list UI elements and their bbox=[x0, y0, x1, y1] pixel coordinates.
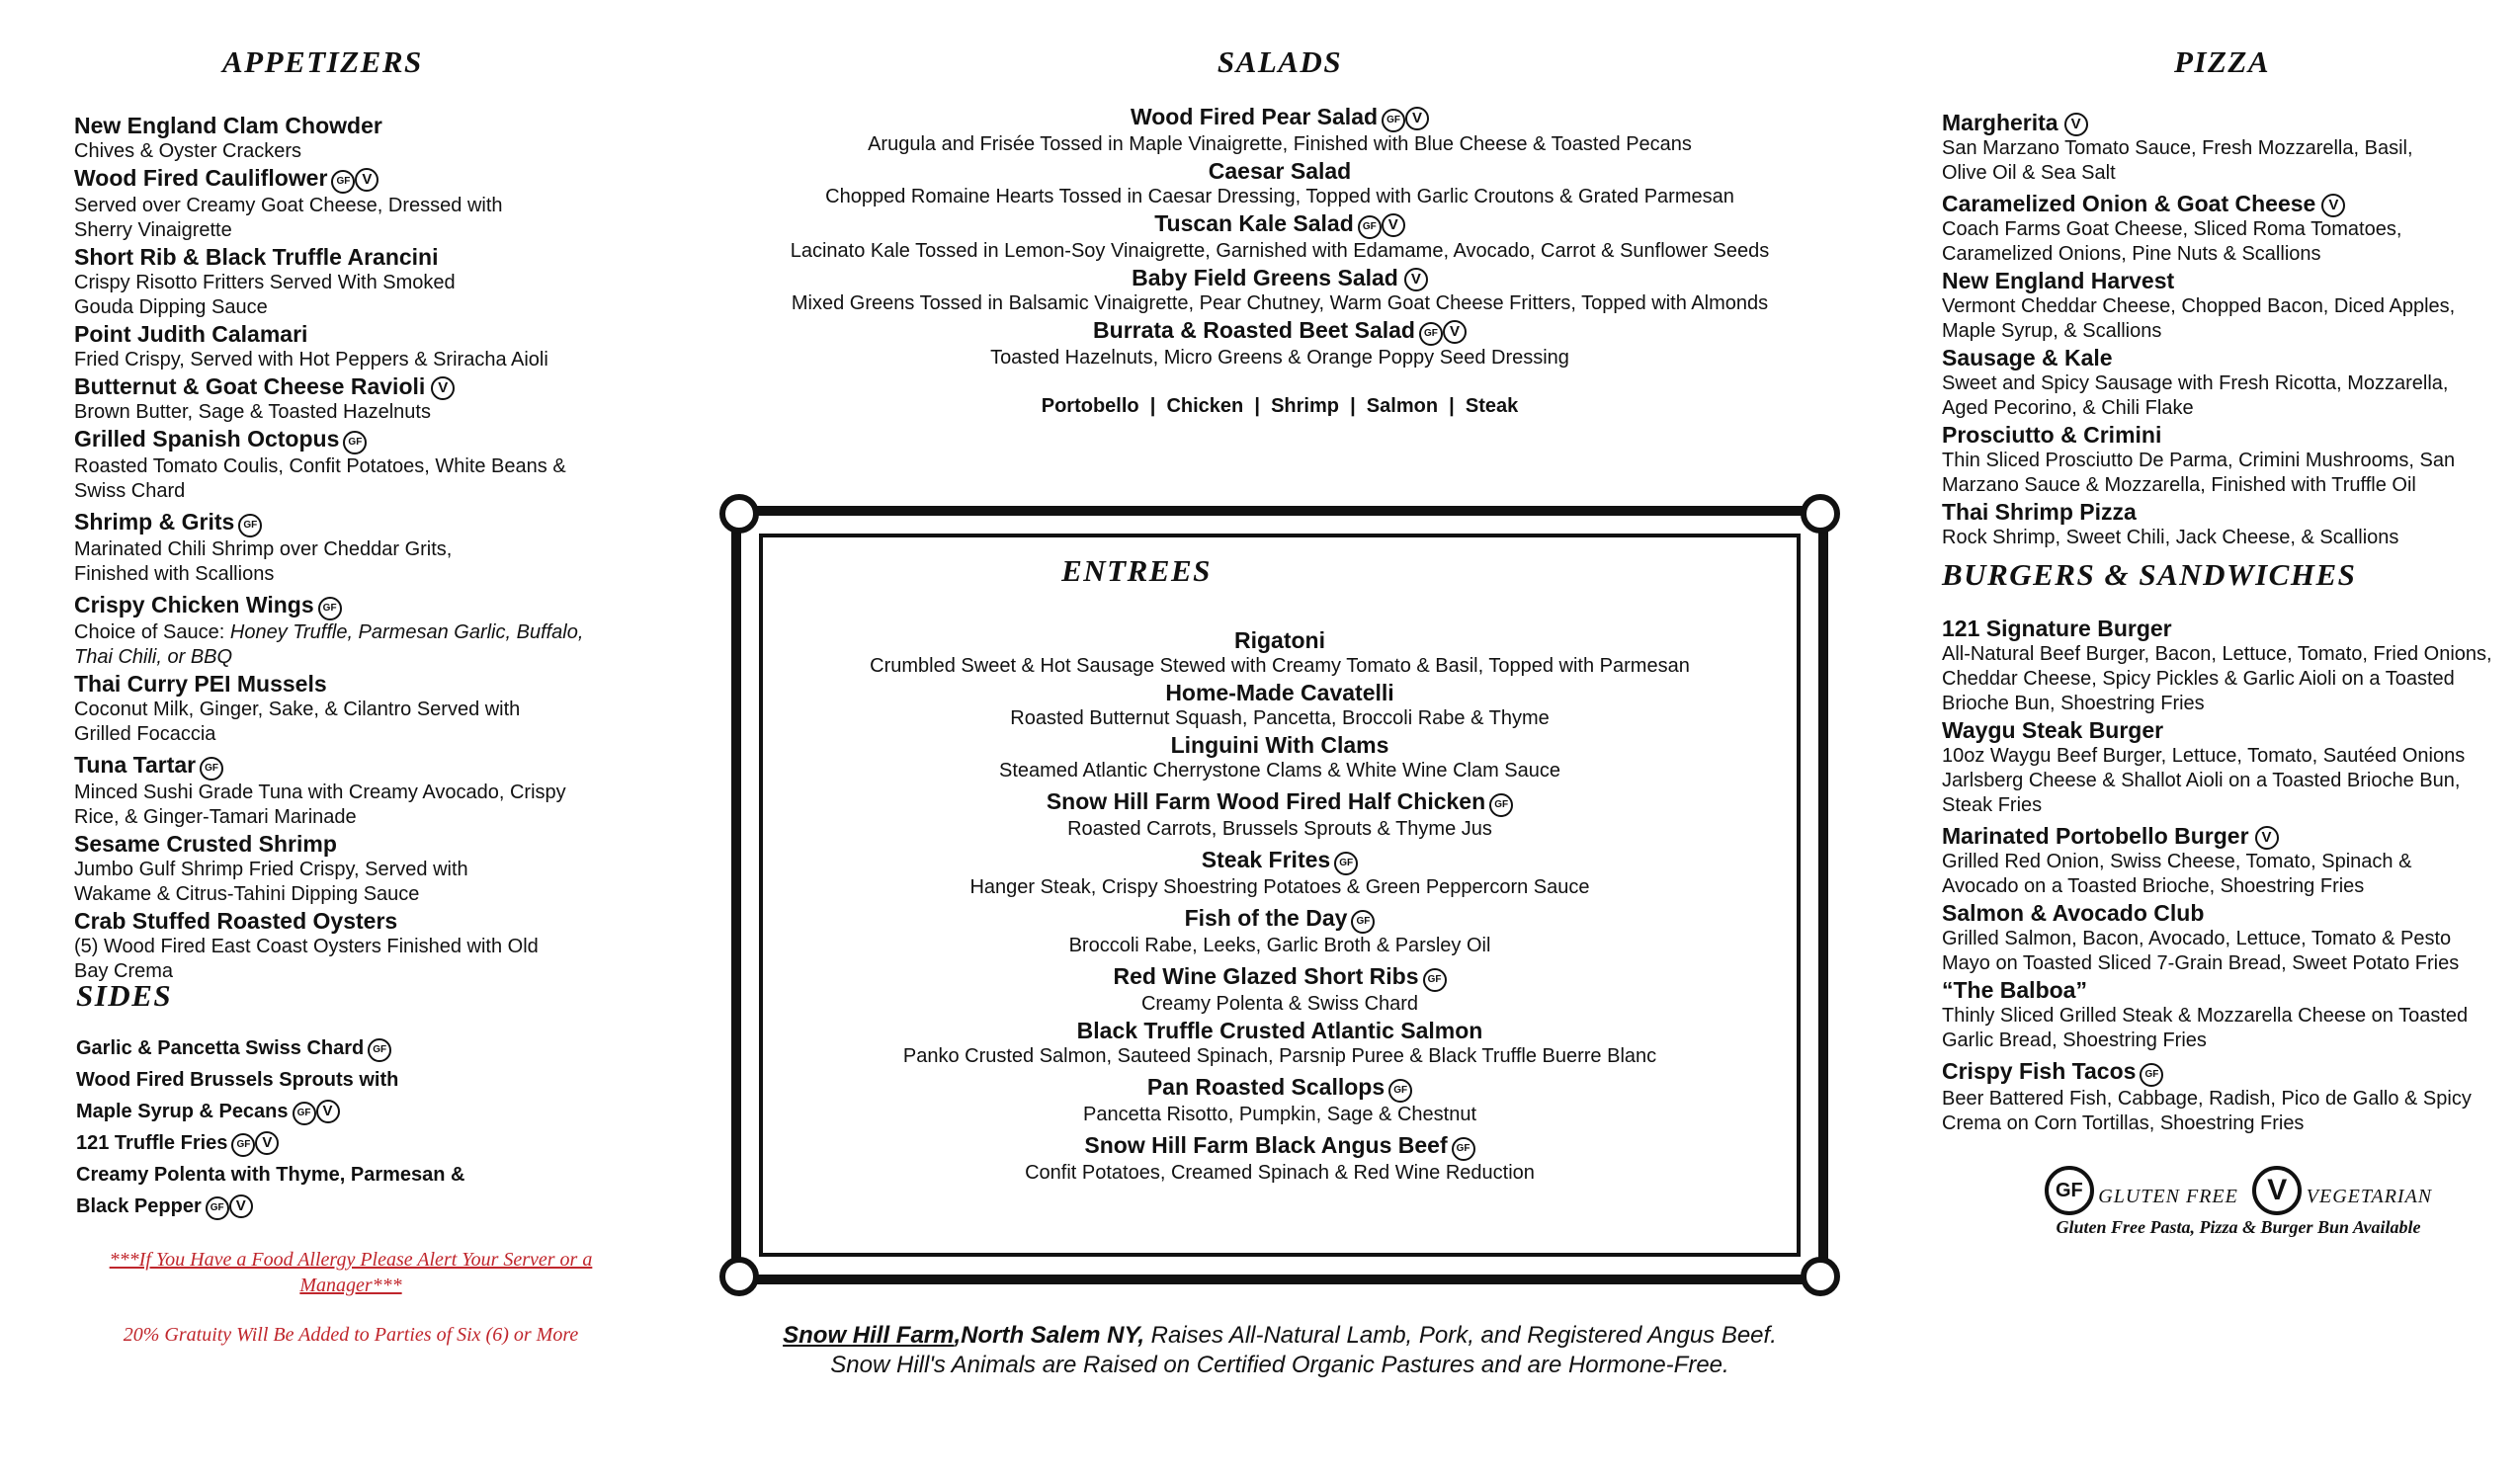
list-item bbox=[751, 626, 1808, 679]
item-desc: Grilled Red Onion, Swiss Cheese, Tomato, Spinach & Avocado on a Toasted Brioche, Shoestring Fries bbox=[1942, 851, 2412, 897]
item-desc: Crumbled Sweet & Hot Sausage Stewed with Creamy Tomato & Basil, Topped with Parmesan bbox=[870, 655, 1690, 677]
vegetarian-icon: V bbox=[1404, 268, 1428, 291]
item-desc: Coach Farms Goat Cheese, Sliced Roma Tomatoes, Caramelized Onions, Pine Nuts & Scallions bbox=[1942, 218, 2402, 265]
pizza-heading: PIZZA bbox=[2174, 44, 2271, 79]
sides-heading: SIDES bbox=[76, 978, 173, 1013]
salad-addons: Portobello | Chicken | Shrimp | Salmon | Steak bbox=[1041, 395, 1519, 417]
entrees-heading: ENTREES bbox=[1061, 553, 1212, 588]
vegetarian-icon: V bbox=[2321, 194, 2345, 217]
item-desc: (5) Wood Fired East Coast Oysters Finished with Old Bay Crema bbox=[74, 936, 539, 982]
item-name: Snow Hill Farm Wood Fired Half Chicken bbox=[1046, 788, 1486, 814]
gluten-free-icon: GF bbox=[1452, 1137, 1475, 1161]
farm-name: Snow Hill Farm bbox=[783, 1322, 955, 1349]
item-name: Tuscan Kale Salad bbox=[1154, 210, 1354, 236]
item-name: New England Harvest bbox=[1942, 268, 2175, 293]
item-desc: Panko Crusted Salmon, Sauteed Spinach, Parsnip Puree & Black Truffle Buerre Blanc bbox=[902, 1045, 1657, 1067]
gluten-free-icon: GF bbox=[231, 1133, 255, 1157]
item-name: Grilled Spanish Octopus bbox=[74, 426, 340, 452]
list-item bbox=[74, 751, 628, 830]
item-name: Sausage & Kale bbox=[1942, 345, 2113, 370]
list-item bbox=[74, 372, 628, 425]
gluten-free-icon: GF bbox=[238, 514, 262, 537]
list-item bbox=[751, 787, 1808, 842]
gluten-free-icon: GF bbox=[1351, 910, 1375, 934]
item-name: Tuna Tartar bbox=[74, 752, 197, 778]
item-desc: Thin Sliced Prosciutto De Parma, Crimini Mushrooms, San Marzano Sauce & Mozzarella, Finished with Truffle Oil bbox=[1942, 450, 2456, 496]
gluten-free-icon: GF bbox=[1388, 1079, 1412, 1103]
list-item bbox=[74, 508, 628, 587]
list-item bbox=[712, 264, 1848, 316]
item-name: Short Rib & Black Truffle Arancini bbox=[74, 244, 439, 270]
item-name: Baby Field Greens Salad bbox=[1132, 265, 1398, 290]
list-item bbox=[1942, 899, 2505, 976]
pizza-list bbox=[1942, 109, 2495, 550]
item-name: Margherita bbox=[1942, 110, 2058, 135]
list-item bbox=[74, 164, 628, 243]
list-item bbox=[1942, 421, 2495, 498]
list-item bbox=[1942, 716, 2505, 818]
list-item bbox=[751, 679, 1808, 731]
list-item bbox=[1942, 267, 2495, 344]
item-desc: Steamed Atlantic Cherrystone Clams & White Wine Clam Sauce bbox=[999, 760, 1560, 782]
item-name: Wood Fired Pear Salad bbox=[1130, 104, 1379, 129]
burgers-list bbox=[1942, 615, 2505, 1136]
list-item: Black Pepper GF V bbox=[76, 1191, 630, 1222]
item-name: Steak Frites bbox=[1201, 847, 1331, 872]
item-name: 121 Signature Burger bbox=[1942, 616, 2172, 641]
gluten-free-icon: GF bbox=[343, 431, 367, 454]
item-desc: Coconut Milk, Ginger, Sake, & Cilantro Served with Grilled Focaccia bbox=[74, 699, 521, 745]
list-item bbox=[1942, 190, 2495, 267]
list-item bbox=[712, 157, 1848, 209]
legend: GF GLUTEN FREE V VEGETARIAN Gluten Free Pasta, Pizza & Burger Bun Available bbox=[2021, 1166, 2456, 1238]
list-item bbox=[1942, 615, 2505, 716]
appetizers-heading: APPETIZERS bbox=[222, 44, 423, 79]
item-name: Crab Stuffed Roasted Oysters bbox=[74, 908, 398, 934]
list-item bbox=[74, 112, 628, 164]
item-name: Thai Curry PEI Mussels bbox=[74, 671, 327, 697]
item-desc: Confit Potatoes, Creamed Spinach & Red Wine Reduction bbox=[1025, 1162, 1535, 1184]
item-desc: Mixed Greens Tossed in Balsamic Vinaigrette, Pear Chutney, Warm Goat Cheese Fritters, Topped with Almonds bbox=[791, 292, 1769, 314]
item-desc: Fried Crispy, Served with Hot Peppers & Sriracha Aioli bbox=[74, 349, 548, 370]
item-name: Caesar Salad bbox=[1208, 158, 1352, 184]
list-item bbox=[751, 904, 1808, 958]
item-desc: Minced Sushi Grade Tuna with Creamy Avocado, Crispy Rice, & Ginger-Tamari Marinade bbox=[74, 782, 566, 828]
list-item bbox=[1942, 498, 2495, 550]
item-desc: Roasted Butternut Squash, Pancetta, Broccoli Rabe & Thyme bbox=[1010, 707, 1550, 729]
list-item bbox=[1942, 1057, 2505, 1136]
item-name: New England Clam Chowder bbox=[74, 113, 382, 138]
item-desc: San Marzano Tomato Sauce, Fresh Mozzarella, Basil, Olive Oil & Sea Salt bbox=[1942, 137, 2413, 184]
item-name: Snow Hill Farm Black Angus Beef bbox=[1084, 1132, 1448, 1158]
list-item bbox=[751, 1073, 1808, 1127]
vegetarian-icon: V bbox=[2255, 826, 2279, 850]
item-desc: Toasted Hazelnuts, Micro Greens & Orange Poppy Seed Dressing bbox=[990, 347, 1569, 369]
item-desc: Roasted Carrots, Brussels Sprouts & Thyme Jus bbox=[1067, 818, 1492, 840]
frame-ornament bbox=[719, 1257, 759, 1296]
salads-heading: SALADS bbox=[1217, 44, 1343, 79]
list-item bbox=[712, 103, 1848, 157]
entrees-list bbox=[751, 626, 1808, 1186]
list-item bbox=[1942, 344, 2495, 421]
gluten-free-icon: GF bbox=[206, 1196, 229, 1220]
frame-ornament bbox=[1801, 1257, 1840, 1296]
item-desc: Arugula and Frisée Tossed in Maple Vinaigrette, Finished with Blue Cheese & Toasted Pecans bbox=[868, 133, 1692, 155]
item-name: Prosciutto & Crimini bbox=[1942, 422, 2162, 448]
item-name: Point Judith Calamari bbox=[74, 321, 308, 347]
item-desc: Chives & Oyster Crackers bbox=[74, 140, 302, 162]
gluten-free-icon: GF bbox=[1334, 852, 1358, 875]
list-item bbox=[74, 320, 628, 372]
gluten-free-icon: GF bbox=[200, 757, 223, 781]
item-desc: All-Natural Beef Burger, Bacon, Lettuce, Tomato, Fried Onions, Cheddar Cheese, Spicy Pickles & Garlic Aioli on a Toasted Brioche Bun, Shoestring Fries bbox=[1942, 643, 2492, 714]
item-desc: Thinly Sliced Grilled Steak & Mozzarella Cheese on Toasted Garlic Bread, Shoestring Fries bbox=[1942, 1005, 2469, 1051]
item-desc: Marinated Chili Shrimp over Cheddar Grits, Finished with Scallions bbox=[74, 538, 453, 585]
gluten-free-icon: GF bbox=[1382, 109, 1405, 132]
item-desc: Grilled Salmon, Bacon, Avocado, Lettuce, Tomato & Pesto Mayo on Toasted Sliced 7-Grain Bread, Sweet Potato Fries bbox=[1942, 928, 2460, 974]
item-desc: 10oz Waygu Beef Burger, Lettuce, Tomato, Sautéed Onions Jarlsberg Cheese & Shallot Aioli on a Toasted Brioche Bun, Steak Fries bbox=[1942, 745, 2466, 816]
vegetarian-icon: V bbox=[1382, 213, 1405, 237]
item-name: Crispy Chicken Wings bbox=[74, 592, 314, 618]
item-desc: Jumbo Gulf Shrimp Fried Crispy, Served with Wakame & Citrus-Tahini Dipping Sauce bbox=[74, 859, 468, 905]
item-desc: Lacinato Kale Tossed in Lemon-Soy Vinaigrette, Garnished with Edamame, Avocado, Carrot & Sunflower Seeds bbox=[790, 240, 1770, 262]
gluten-free-icon: GF bbox=[1489, 793, 1513, 817]
list-item bbox=[751, 962, 1808, 1017]
item-name: Shrimp & Grits bbox=[74, 509, 235, 535]
list-item: Garlic & Pancetta Swiss Chard GF bbox=[76, 1032, 630, 1064]
gluten-free-icon: GF bbox=[293, 1102, 316, 1125]
item-desc: Beer Battered Fish, Cabbage, Radish, Pico de Gallo & Spicy Crema on Corn Tortillas, Shoestring Fries bbox=[1942, 1088, 2472, 1134]
list-item: Wood Fired Brussels Sprouts with bbox=[76, 1069, 399, 1091]
item-name: Sesame Crusted Shrimp bbox=[74, 831, 337, 857]
vegetarian-icon: V bbox=[2064, 113, 2088, 136]
gratuity-note: 20% Gratuity Will Be Added to Parties of Six (6) or More bbox=[123, 1324, 579, 1346]
list-item bbox=[1942, 976, 2505, 1053]
item-name: Rigatoni bbox=[1234, 627, 1325, 653]
farm-note: Snow Hill Farm,North Salem NY, Raises All-Natural Lamb, Pork, and Registered Angus Beef. Snow Hill's Animals are Raised on Certified Organic Pastures and are Hormone-Free. bbox=[783, 1322, 1777, 1378]
salads-list bbox=[712, 103, 1848, 370]
gluten-free-icon: GF bbox=[2045, 1166, 2094, 1215]
item-name: Marinated Portobello Burger bbox=[1942, 823, 2249, 849]
gluten-free-icon: GF bbox=[2140, 1063, 2163, 1087]
item-name: Pan Roasted Scallops bbox=[1146, 1074, 1386, 1100]
list-item bbox=[751, 846, 1808, 900]
gluten-free-icon: GF bbox=[318, 597, 342, 620]
item-desc: Hanger Steak, Crispy Shoestring Potatoes & Green Peppercorn Sauce bbox=[969, 876, 1590, 898]
item-name: Caramelized Onion & Goat Cheese bbox=[1942, 191, 2316, 216]
list-item bbox=[751, 731, 1808, 783]
list-item: 121 Truffle Fries GF V bbox=[76, 1127, 630, 1159]
burgers-heading: BURGERS & SANDWICHES bbox=[1942, 557, 2357, 592]
item-name: Red Wine Glazed Short Ribs bbox=[1113, 963, 1419, 989]
list-item bbox=[74, 591, 628, 670]
item-name: Wood Fired Cauliflower bbox=[74, 165, 328, 191]
vegetarian-icon: V bbox=[229, 1194, 253, 1218]
sides-list bbox=[76, 1032, 630, 1222]
item-desc: Sweet and Spicy Sausage with Fresh Ricotta, Mozzarella, Aged Pecorino, & Chili Flake bbox=[1942, 372, 2449, 419]
list-item bbox=[74, 907, 628, 984]
list-item: Maple Syrup & Pecans GF V bbox=[76, 1096, 630, 1127]
item-name: Crispy Fish Tacos bbox=[1942, 1058, 2137, 1084]
item-name: Linguini With Clams bbox=[1170, 732, 1389, 758]
list-item bbox=[751, 1131, 1808, 1186]
item-name: Home-Made Cavatelli bbox=[1165, 680, 1394, 705]
list-item bbox=[74, 243, 628, 320]
item-desc: Vermont Cheddar Cheese, Chopped Bacon, Diced Apples, Maple Syrup, & Scallions bbox=[1942, 295, 2456, 342]
item-desc: Broccoli Rabe, Leeks, Garlic Broth & Parsley Oil bbox=[1068, 935, 1491, 956]
gluten-free-icon: GF bbox=[1419, 322, 1443, 346]
gluten-free-icon: GF bbox=[368, 1038, 391, 1062]
vegetarian-icon: V bbox=[255, 1131, 279, 1155]
gluten-free-icon: GF bbox=[1358, 215, 1382, 239]
item-name: Waygu Steak Burger bbox=[1942, 717, 2164, 743]
appetizers-list bbox=[74, 112, 628, 984]
gluten-free-icon: GF bbox=[331, 170, 355, 194]
item-desc: Brown Butter, Sage & Toasted Hazelnuts bbox=[74, 401, 431, 423]
list-item bbox=[74, 830, 628, 907]
gluten-free-icon: GF bbox=[1423, 968, 1447, 992]
item-name: Black Truffle Crusted Atlantic Salmon bbox=[1076, 1018, 1483, 1043]
vegetarian-icon: V bbox=[316, 1100, 340, 1123]
item-desc: Rock Shrimp, Sweet Chili, Jack Cheese, & Scallions bbox=[1942, 527, 2399, 548]
list-item: Creamy Polenta with Thyme, Parmesan & bbox=[76, 1164, 465, 1186]
item-desc: Served over Creamy Goat Cheese, Dressed with Sherry Vinaigrette bbox=[74, 195, 503, 241]
item-desc: Creamy Polenta & Swiss Chard bbox=[1140, 993, 1419, 1015]
frame-ornament bbox=[1801, 494, 1840, 534]
list-item bbox=[712, 209, 1848, 264]
list-item bbox=[751, 1017, 1808, 1069]
list-item bbox=[1942, 822, 2505, 899]
item-name: Salmon & Avocado Club bbox=[1942, 900, 2205, 926]
item-desc: Roasted Tomato Coulis, Confit Potatoes, White Beans & Swiss Chard bbox=[74, 455, 566, 502]
legend-note: Gluten Free Pasta, Pizza & Burger Bun Available bbox=[2056, 1217, 2421, 1237]
vegetarian-icon: V bbox=[431, 376, 455, 400]
item-name: “The Balboa” bbox=[1942, 977, 2087, 1003]
frame-ornament bbox=[719, 494, 759, 534]
item-name: Butternut & Goat Cheese Ravioli bbox=[74, 373, 426, 399]
item-name: Burrata & Roasted Beet Salad bbox=[1093, 317, 1415, 343]
vegetarian-icon: V bbox=[1405, 107, 1429, 130]
vegetarian-icon: V bbox=[355, 168, 378, 192]
list-item bbox=[712, 316, 1848, 370]
list-item bbox=[74, 670, 628, 747]
item-name: Fish of the Day bbox=[1184, 905, 1348, 931]
vegetarian-icon: V bbox=[2252, 1166, 2302, 1215]
list-item bbox=[1942, 109, 2495, 186]
item-name: Thai Shrimp Pizza bbox=[1942, 499, 2137, 525]
item-desc: Chopped Romaine Hearts Tossed in Caesar Dressing, Topped with Garlic Croutons & Grated Parmesan bbox=[825, 186, 1734, 207]
item-desc: Crispy Risotto Fritters Served With Smoked Gouda Dipping Sauce bbox=[74, 272, 456, 318]
allergy-note: ***If You Have a Food Allergy Please Alert Your Server or a Manager*** bbox=[109, 1249, 593, 1296]
vegetarian-icon: V bbox=[1443, 320, 1467, 344]
item-desc: Pancetta Risotto, Pumpkin, Sage & Chestnut bbox=[1083, 1104, 1476, 1125]
list-item bbox=[74, 425, 628, 504]
item-desc: Choice of Sauce: Honey Truffle, Parmesan Garlic, Buffalo, Thai Chili, or BBQ bbox=[74, 621, 584, 668]
